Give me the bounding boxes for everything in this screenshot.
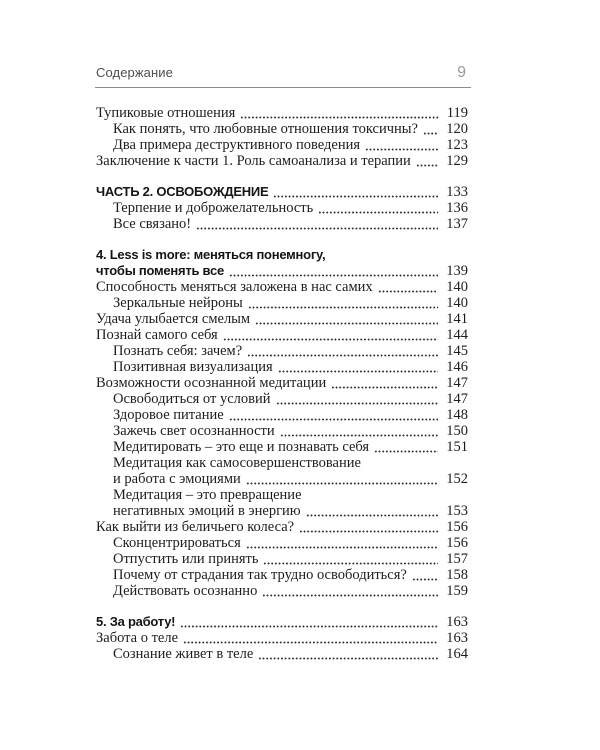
toc-entry-line — [96, 567, 468, 583]
toc-subsection-entry — [96, 343, 468, 359]
dot-leader — [306, 514, 439, 517]
toc-entry-line — [96, 200, 468, 216]
toc-entry-title: Познай самого себя — [96, 327, 218, 343]
toc-entry-page: 133 — [446, 184, 468, 200]
toc-entry-line — [96, 153, 468, 169]
toc-entry-title: Зажечь свет осознанности — [113, 423, 275, 439]
dot-leader — [247, 354, 438, 357]
toc-entry-page: 140 — [446, 295, 468, 311]
toc-entry-line — [96, 137, 468, 153]
toc-block — [96, 184, 468, 232]
table-of-contents — [96, 105, 468, 662]
dot-leader — [258, 657, 438, 660]
toc-entry-line — [96, 216, 468, 232]
toc-entry-line — [96, 279, 468, 295]
toc-entry-title: Сконцентрироваться — [113, 535, 241, 551]
toc-subsection-entry — [96, 583, 468, 599]
toc-entry-line — [96, 535, 468, 551]
toc-entry-page: 152 — [446, 471, 468, 487]
dot-leader — [276, 402, 439, 405]
dot-leader — [196, 227, 438, 230]
toc-entry-page: 136 — [446, 200, 468, 216]
running-head — [96, 65, 468, 81]
toc-section-entry — [96, 153, 468, 169]
toc-entry-line — [96, 583, 468, 599]
dot-leader — [280, 434, 439, 437]
toc-entry-line — [96, 519, 468, 535]
toc-entry-line — [96, 375, 468, 391]
toc-entry-title: Как понять, что любовные отношения токсичны? — [113, 121, 418, 137]
toc-entry-page: 147 — [446, 391, 468, 407]
toc-block — [96, 105, 468, 169]
toc-section-entry — [96, 630, 468, 646]
toc-entry-title: Способность меняться заложена в нас самих — [96, 279, 373, 295]
toc-entry-title: Освободиться от условий — [113, 391, 271, 407]
toc-entry-title: Медитация как самосовершенствование — [113, 455, 361, 471]
toc-entry-page: 140 — [446, 279, 468, 295]
toc-entry-page: 123 — [446, 137, 468, 153]
dot-leader — [331, 386, 438, 389]
toc-entry-title: Забота о теле — [96, 630, 179, 646]
toc-entry-line — [96, 105, 468, 121]
dot-leader — [278, 370, 439, 373]
toc-entry-line — [96, 471, 468, 487]
toc-entry-page: 159 — [446, 583, 468, 599]
dot-leader — [412, 578, 438, 581]
toc-entry-title-continued: негативных эмоций в энергию — [113, 503, 301, 519]
dot-leader — [246, 482, 438, 485]
dot-leader — [378, 290, 439, 293]
toc-entry-line — [96, 247, 468, 263]
toc-entry-title: Медитация – это превращение — [113, 487, 302, 503]
toc-entry-title: 4. Less is more: меняться понемногу, — [96, 247, 326, 262]
toc-subsection-entry — [96, 487, 468, 519]
toc-block — [96, 247, 468, 599]
toc-entry-title: Терпение и доброжелательность — [113, 200, 314, 216]
dot-leader — [240, 116, 438, 119]
toc-entry-page: 139 — [446, 263, 468, 279]
page-number: 9 — [457, 64, 466, 81]
toc-entry-title: Сознание живет в теле — [113, 646, 254, 662]
toc-entry-page: 157 — [446, 551, 468, 567]
toc-entry-title: Познать себя: зачем? — [113, 343, 243, 359]
dot-leader — [263, 562, 438, 565]
dot-leader — [318, 211, 438, 214]
toc-entry-page: 158 — [446, 567, 468, 583]
dot-leader — [374, 450, 438, 453]
toc-entry-title: Все связано! — [113, 216, 192, 232]
toc-subsection-entry — [96, 200, 468, 216]
toc-entry-title: Удача улыбается смелым — [96, 311, 251, 327]
dot-leader — [365, 148, 438, 151]
toc-entry-title: Два примера деструктивного поведения — [113, 137, 361, 153]
toc-subsection-entry — [96, 439, 468, 455]
toc-entry-title: Зеркальные нейроны — [113, 295, 243, 311]
toc-section-entry — [96, 327, 468, 343]
dot-leader — [299, 530, 438, 533]
toc-entry-page: 156 — [446, 519, 468, 535]
toc-entry-page: 145 — [446, 343, 468, 359]
toc-entry-line — [96, 295, 468, 311]
toc-entry-line — [96, 551, 468, 567]
header-divider — [95, 87, 471, 88]
toc-entry-line — [96, 614, 468, 630]
toc-subsection-entry — [96, 423, 468, 439]
toc-subsection-entry — [96, 121, 468, 137]
toc-entry-line — [96, 327, 468, 343]
toc-subsection-entry — [96, 359, 468, 375]
dot-leader — [229, 274, 438, 277]
dot-leader — [229, 418, 439, 421]
toc-entry-title-continued: и работа с эмоциями — [113, 471, 241, 487]
toc-entry-page: 153 — [446, 503, 468, 519]
toc-chapter-heading — [96, 614, 468, 630]
toc-entry-line — [96, 455, 468, 471]
toc-entry-title: Возможности осознанной медитации — [96, 375, 327, 391]
toc-section-entry — [96, 279, 468, 295]
toc-entry-page: 146 — [446, 359, 468, 375]
toc-entry-title: Здоровое питание — [113, 407, 224, 423]
toc-entry-line — [96, 439, 468, 455]
toc-entry-line — [96, 343, 468, 359]
toc-entry-title: Медитировать – это еще и познавать себя — [113, 439, 370, 455]
dot-leader — [416, 164, 438, 167]
toc-entry-title: Позитивная визуализация — [113, 359, 273, 375]
dot-leader — [246, 546, 439, 549]
toc-entry-line — [96, 311, 468, 327]
toc-subsection-entry — [96, 137, 468, 153]
toc-subsection-entry — [96, 551, 468, 567]
dot-leader — [262, 594, 438, 597]
toc-entry-page: 150 — [446, 423, 468, 439]
toc-subsection-entry — [96, 455, 468, 487]
toc-entry-title-continued: чтобы поменять все — [96, 263, 224, 278]
toc-entry-title: 5. За работу! — [96, 614, 176, 629]
toc-entry-page: 129 — [446, 153, 468, 169]
toc-entry-title: Как выйти из беличьего колеса? — [96, 519, 295, 535]
toc-entry-line — [96, 503, 468, 519]
dot-leader — [423, 132, 438, 135]
toc-entry-page: 148 — [446, 407, 468, 423]
dot-leader — [255, 322, 438, 325]
dot-leader — [248, 306, 439, 309]
toc-entry-title: Отпустить или принять — [113, 551, 259, 567]
toc-entry-page: 164 — [446, 646, 468, 662]
toc-entry-title: Тупиковые отношения — [96, 105, 236, 121]
dot-leader — [183, 641, 438, 644]
toc-entry-page: 156 — [446, 535, 468, 551]
toc-subsection-entry — [96, 567, 468, 583]
dot-leader — [273, 195, 438, 198]
toc-subsection-entry — [96, 407, 468, 423]
dot-leader — [223, 338, 439, 341]
toc-entry-line — [96, 646, 468, 662]
toc-part-heading — [96, 184, 468, 200]
toc-entry-title: Действовать осознанно — [113, 583, 258, 599]
toc-entry-line — [96, 184, 468, 200]
toc-block — [96, 614, 468, 662]
toc-section-entry — [96, 105, 468, 121]
toc-entry-page: 144 — [446, 327, 468, 343]
toc-chapter-heading — [96, 247, 468, 279]
toc-entry-line — [96, 630, 468, 646]
toc-entry-page: 147 — [446, 375, 468, 391]
toc-entry-line — [96, 263, 468, 279]
toc-subsection-entry — [96, 391, 468, 407]
toc-entry-page: 163 — [446, 614, 468, 630]
toc-entry-page: 163 — [446, 630, 468, 646]
toc-subsection-entry — [96, 646, 468, 662]
toc-entry-page: 120 — [446, 121, 468, 137]
toc-entry-line — [96, 487, 468, 503]
toc-entry-title: Заключение к части 1. Роль самоанализа и терапии — [96, 153, 411, 169]
dot-leader — [180, 625, 438, 628]
toc-entry-page: 151 — [446, 439, 468, 455]
toc-subsection-entry — [96, 216, 468, 232]
toc-section-entry — [96, 311, 468, 327]
toc-entry-line — [96, 423, 468, 439]
toc-entry-line — [96, 359, 468, 375]
toc-entry-line — [96, 407, 468, 423]
toc-entry-line — [96, 121, 468, 137]
toc-section-entry — [96, 519, 468, 535]
toc-entry-title: ЧАСТЬ 2. ОСВОБОЖДЕНИЕ — [96, 184, 269, 199]
toc-entry-page: 137 — [446, 216, 468, 232]
toc-entry-title: Почему от страдания так трудно освободиться? — [113, 567, 407, 583]
running-head-title: Содержание — [96, 65, 173, 80]
toc-entry-line — [96, 391, 468, 407]
toc-entry-page: 141 — [446, 311, 468, 327]
toc-entry-page: 119 — [446, 105, 468, 121]
toc-subsection-entry — [96, 295, 468, 311]
toc-subsection-entry — [96, 535, 468, 551]
toc-section-entry — [96, 375, 468, 391]
